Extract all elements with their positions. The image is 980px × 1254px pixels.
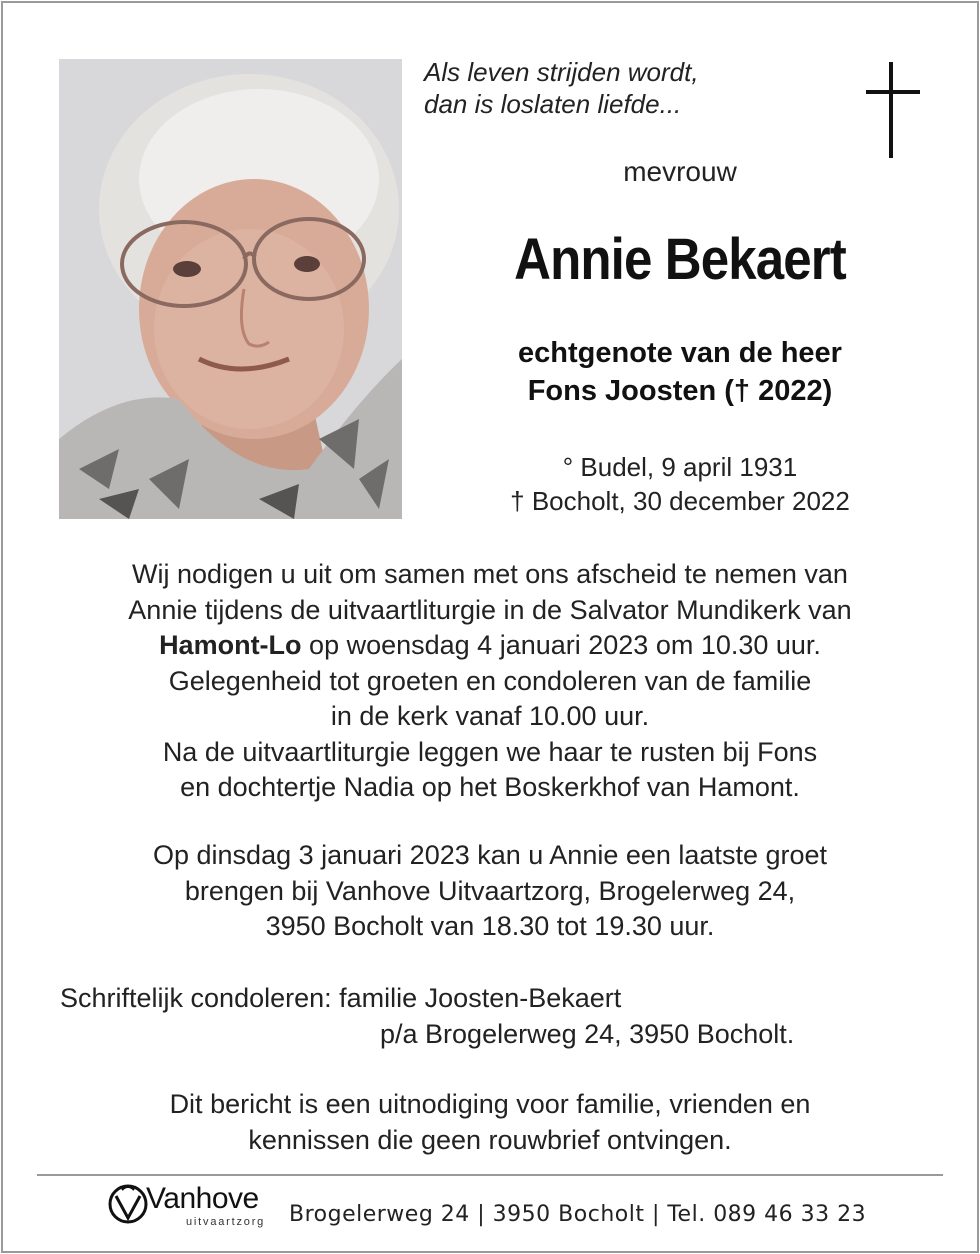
ceremony-line-1: Wij nodigen u uit om samen met ons afscheid te nemen van bbox=[132, 559, 848, 589]
logo-name: Vanhove bbox=[146, 1182, 259, 1215]
salutation: mevrouw bbox=[623, 156, 737, 187]
spouse-info bbox=[450, 334, 910, 410]
spouse-line-2: Fons Joosten († 2022) bbox=[527, 375, 833, 407]
condolence-line-1: Schriftelijk condoleren: familie Joosten-Bekaert bbox=[60, 983, 622, 1013]
footer-divider bbox=[37, 1174, 943, 1176]
quote-line-1: Als leven strijden wordt, bbox=[424, 57, 699, 87]
ceremony-date: op woensdag 4 januari 2023 om 10.30 uur. bbox=[301, 630, 821, 660]
cross-icon bbox=[866, 62, 920, 158]
visitation-line-1: Op dinsdag 3 januari 2023 kan u Annie een laatste groet bbox=[153, 840, 827, 870]
visitation-line-2: brengen bij Vanhove Uitvaartzorg, Brogelerweg 24, bbox=[184, 875, 796, 906]
visitation-line-3: 3950 Bocholt van 18.30 tot 19.30 uur. bbox=[265, 911, 715, 941]
epigraph-quote bbox=[424, 56, 699, 120]
death-line: † Bocholt, 30 december 2022 bbox=[510, 486, 850, 516]
ceremony-line-2: Annie tijdens de uitvaartliturgie in de Salvator Mundikerk van bbox=[128, 594, 852, 625]
condolence-line-2: p/a Brogelerweg 24, 3950 Bocholt. bbox=[380, 1018, 795, 1049]
ceremony-location: Hamont-Lo bbox=[159, 630, 302, 660]
portrait-photo bbox=[59, 59, 402, 519]
visitation-paragraph bbox=[40, 838, 940, 945]
deceased-name: Annie Bekaert bbox=[514, 227, 846, 292]
ceremony-line-5: in de kerk vanaf 10.00 uur. bbox=[330, 701, 650, 731]
ceremony-line-3 bbox=[40, 628, 940, 664]
ceremony-paragraph bbox=[40, 557, 940, 806]
footer-contact: Brogelerweg 24 | 3950 Bocholt | Tel. 089 46 33 23 bbox=[289, 1202, 867, 1227]
quote-line-2: dan is loslaten liefde... bbox=[424, 89, 682, 119]
invitation-line-2: kennissen die geen rouwbrief ontvingen. bbox=[248, 1124, 732, 1155]
ceremony-line-4: Gelegenheid tot groeten en condoleren van de familie bbox=[168, 665, 812, 696]
invitation-note bbox=[40, 1087, 940, 1158]
birth-line: ° Budel, 9 april 1931 bbox=[562, 452, 798, 482]
ceremony-line-7: en dochtertje Nadia op het Boskerkhof van Hamont. bbox=[180, 772, 800, 802]
spouse-line-1: echtgenote van de heer bbox=[518, 337, 842, 369]
vanhove-logo bbox=[106, 1182, 286, 1230]
invitation-line-1: Dit bericht is een uitnodiging voor familie, vrienden en bbox=[169, 1089, 811, 1119]
life-dates bbox=[450, 450, 910, 518]
condolence-address bbox=[60, 981, 794, 1052]
portrait-illustration bbox=[59, 59, 402, 519]
ceremony-line-6: Na de uitvaartliturgie leggen we haar te rusten bij Fons bbox=[162, 736, 818, 767]
logo-subtitle: uitvaartzorg bbox=[186, 1216, 266, 1228]
